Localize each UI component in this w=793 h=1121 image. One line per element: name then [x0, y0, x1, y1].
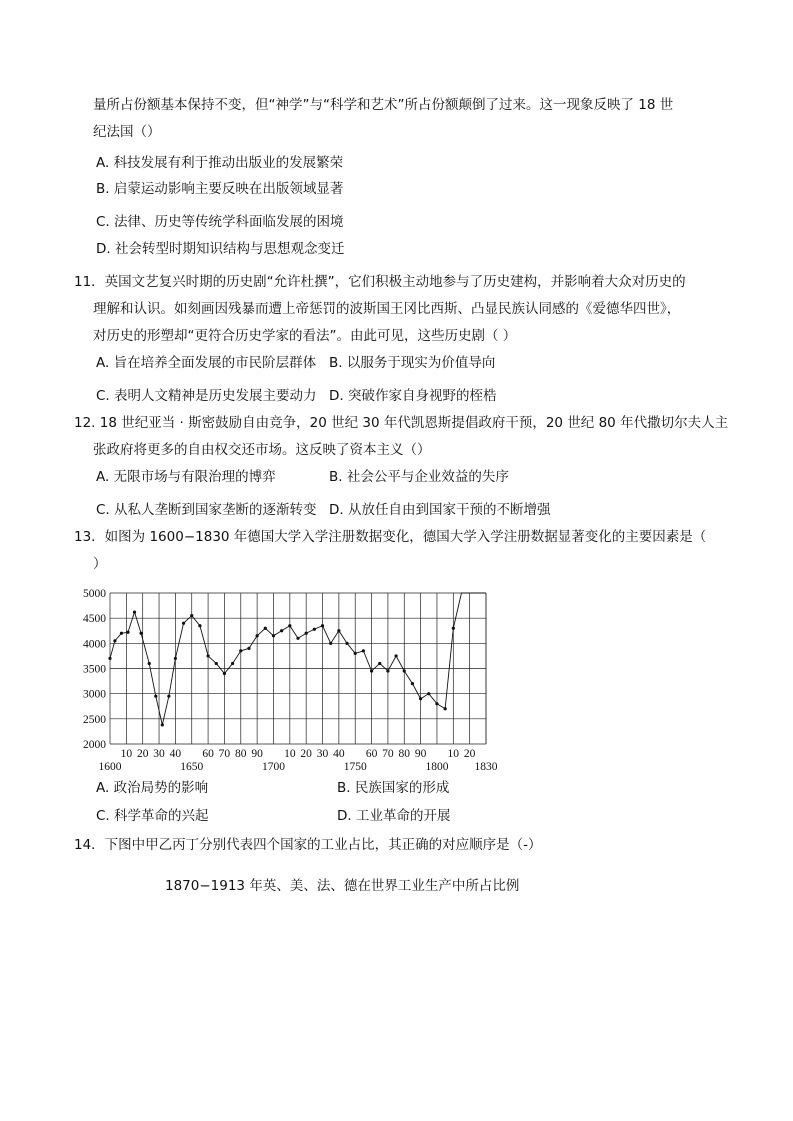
data-point — [198, 624, 201, 627]
q12-option-b: B. 社会公平与企业效益的失序 — [329, 469, 509, 485]
data-point — [206, 654, 209, 657]
data-point — [215, 662, 218, 665]
x-tick-major-label: 1800 — [425, 761, 449, 773]
data-point — [120, 632, 123, 635]
data-point — [182, 622, 185, 625]
x-tick-label: 60 — [365, 748, 378, 760]
data-point — [239, 649, 242, 652]
data-point — [362, 649, 365, 652]
q13-stem-line2: ） — [93, 556, 107, 572]
y-tick-label: 2000 — [83, 739, 106, 751]
x-tick-label: 20 — [463, 748, 476, 760]
data-point — [394, 654, 397, 657]
q14-chart-title: 1870−1913 年英、美、法、德在世界工业生产中所占比例 — [165, 878, 520, 894]
data-point — [167, 695, 170, 698]
data-point — [108, 657, 111, 660]
y-tick-label: 4500 — [83, 613, 106, 626]
q12-option-a: A. 无限市场与有限治理的博弈 — [96, 469, 276, 485]
data-point — [148, 662, 151, 665]
data-point — [329, 642, 332, 645]
q10-option-c: C. 法律、历史等传统学科面临发展的困境 — [96, 214, 344, 230]
q11-stem-line3: 对历史的形塑却“更符合历史学家的看法”。由此可见，这些历史剧（ ） — [93, 328, 517, 344]
data-point — [354, 652, 357, 655]
data-point — [419, 697, 422, 700]
chart-series-line — [110, 593, 486, 725]
q11-option-b: B. 以服务于现实为价值导向 — [329, 355, 496, 371]
x-tick-label: 70 — [218, 748, 231, 760]
q10-stem-line2: 纪法国（） — [93, 124, 161, 140]
y-tick-label: 5000 — [83, 588, 106, 600]
y-tick-label: 2500 — [83, 713, 106, 726]
x-tick-major-label: 1750 — [343, 761, 367, 773]
x-tick-label: 10 — [284, 748, 296, 760]
data-point — [126, 631, 129, 634]
q14-stem-line1: 14．下图中甲乙丙丁分别代表四个国家的工业占比，其正确的对应顺序是（-） — [74, 837, 542, 853]
enrollment-line-chart — [72, 582, 502, 777]
q11-option-d: D. 突破作家自身视野的桎梏 — [329, 388, 497, 404]
data-point — [154, 695, 157, 698]
q11-stem-line2: 理解和认识。如刻画因残暴而遭上帝惩罚的波斯国王冈比西斯、凸显民族认同感的《爱德华四世》， — [93, 301, 681, 317]
q10-option-a: A. 科技发展有利于推动出版业的发展繁荣 — [96, 155, 344, 171]
x-tick-label: 20 — [300, 748, 312, 760]
data-point — [444, 707, 447, 710]
x-tick-label: 80 — [235, 748, 247, 760]
q13-option-c: C. 科学革命的兴起 — [96, 808, 209, 824]
chart-x-ticks — [99, 748, 498, 773]
x-tick-label: 60 — [202, 748, 214, 760]
x-tick-major-label: 1830 — [474, 761, 498, 773]
x-tick-label: 10 — [120, 748, 133, 760]
x-tick-label: 30 — [153, 748, 165, 760]
x-tick-label: 10 — [447, 748, 460, 760]
data-point — [305, 632, 308, 635]
q13-option-a: A. 政治局势的影响 — [96, 780, 209, 796]
q12-stem-line2: 张政府将更多的自由权交还市场。这反映了资本主义（） — [93, 442, 431, 458]
q11-option-a: A. 旨在培养全面发展的市民阶层群体 — [96, 355, 317, 371]
x-tick-label: 40 — [333, 748, 345, 760]
q13-stem-line1: 13．如图为 1600−1830 年德国大学入学注册数据变化，德国大学入学注册数据显著变化的主要因素是（ — [74, 529, 707, 545]
q13-option-d: D. 工业革命的开展 — [337, 808, 451, 824]
data-point — [288, 624, 291, 627]
y-tick-label: 3500 — [83, 663, 106, 676]
data-point — [264, 627, 267, 630]
x-tick-label: 80 — [398, 748, 411, 760]
data-point — [280, 629, 283, 632]
x-tick-label: 90 — [414, 748, 427, 760]
data-point — [345, 642, 348, 645]
q11-stem-line1: 11．英国文艺复兴时期的历史剧“允许杜撰”，它们积极主动地参与了历史建构，并影响着大众对历史的 — [74, 274, 686, 290]
chart-grid — [110, 593, 486, 744]
data-point — [133, 611, 136, 614]
y-tick-label: 3000 — [83, 688, 106, 701]
q13-option-b: B. 民族国家的形成 — [337, 780, 450, 796]
x-tick-major-label: 1700 — [261, 761, 285, 773]
data-point — [296, 637, 299, 640]
data-point — [139, 632, 142, 635]
chart-y-ticks — [83, 588, 106, 751]
data-point — [411, 682, 414, 685]
data-point — [378, 662, 381, 665]
q10-stem-line1: 量所占份额基本保持不变，但“神学”与“科学和艺术”所占份额颠倒了过来。这一现象反映了 18 世 — [93, 97, 674, 113]
q12-stem-line1: 12. 18 世纪亚当 · 斯密鼓励自由竞争，20 世纪 30 年代凯恩斯提倡政府干预，20 世纪 80 年代撒切尔夫人主 — [74, 415, 729, 431]
q10-option-d: D. 社会转型时期知识结构与思想观念变迁 — [96, 241, 345, 257]
data-point — [223, 672, 226, 675]
data-point — [403, 669, 406, 672]
x-tick-label: 70 — [382, 748, 394, 760]
x-tick-label: 90 — [251, 748, 263, 760]
x-tick-major-label: 1600 — [98, 761, 122, 773]
data-point — [174, 657, 177, 660]
data-point — [161, 723, 164, 726]
data-point — [256, 634, 259, 637]
q12-option-c: C. 从私人垄断到国家垄断的逐渐转变 — [96, 502, 317, 518]
data-point — [321, 624, 324, 627]
data-point — [231, 662, 234, 665]
data-point — [113, 639, 116, 642]
q11-option-c: C. 表明人文精神是历史发展主要动力 — [96, 388, 317, 404]
x-tick-label: 40 — [169, 748, 182, 760]
data-point — [272, 634, 275, 637]
data-point — [435, 702, 438, 705]
x-tick-major-label: 1650 — [180, 761, 204, 773]
data-point — [386, 669, 389, 672]
data-point — [313, 628, 316, 631]
data-point — [427, 692, 430, 695]
data-point — [337, 629, 340, 632]
q12-option-d: D. 从放任自由到国家干预的不断增强 — [329, 502, 551, 518]
x-tick-label: 30 — [316, 748, 329, 760]
data-point — [370, 669, 373, 672]
data-point — [452, 627, 455, 630]
y-tick-label: 4000 — [83, 638, 106, 651]
x-tick-label: 20 — [136, 748, 149, 760]
data-point — [247, 647, 250, 650]
q10-option-b: B. 启蒙运动影响主要反映在出版领域显著 — [96, 181, 344, 197]
data-point — [190, 614, 193, 617]
